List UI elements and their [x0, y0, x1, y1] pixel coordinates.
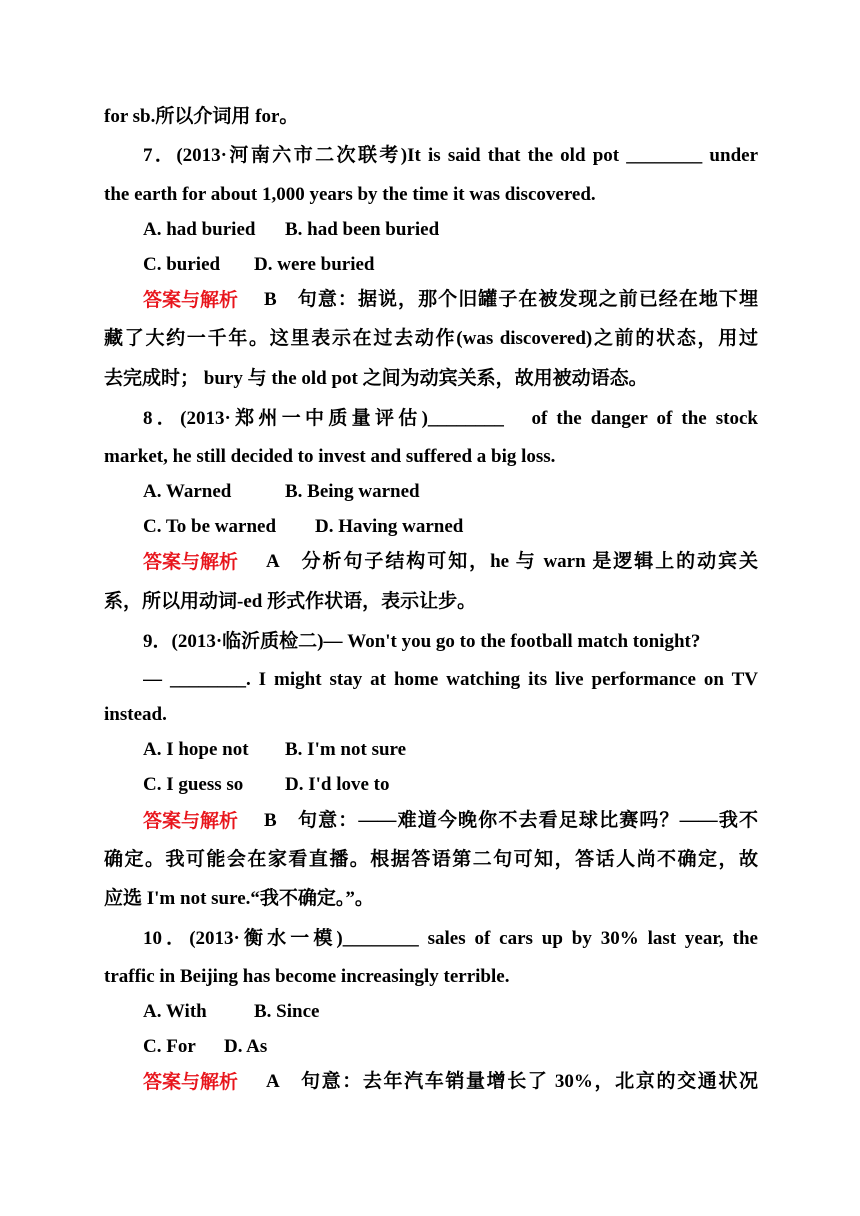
question-10-line-2: traffic in Beijing has become increasingly terrible. — [104, 966, 510, 987]
question-9-line-2: — ________. I might stay at home watching its live performance on TV — [143, 669, 758, 690]
question-7-answer-line-3: 去完成时； bury 与 the old pot 之间为动宾关系，故用被动语态。 — [104, 368, 648, 389]
question-7-line-2: the earth for about 1,000 years by the time it was discovered. — [104, 184, 596, 205]
question-9-option-a: A. I hope not — [143, 739, 249, 760]
question-9-answer-line-1: B 句意：——难道今晚你不去看足球比赛吗？——我不 — [264, 810, 758, 831]
question-7-answer-line-2: 藏了大约一千年。这里表示在过去动作(was discovered)之前的状态，用过 — [104, 328, 758, 349]
question-8-answer-line-2: 系，所以用动词-ed 形式作状语，表示让步。 — [104, 591, 477, 612]
question-9-option-c: C. I guess so — [143, 774, 244, 795]
question-7-option-b: B. had been buried — [285, 219, 440, 240]
question-9-line-1: 9．(2013·临沂质检二)— Won't you go to the football match tonight? — [143, 631, 701, 652]
question-8-answer-line-1: A 分析句子结构可知，he 与 warn 是逻辑上的动宾关 — [266, 551, 758, 572]
question-10-option-a: A. With — [143, 1001, 207, 1022]
question-10-answer-line-1: A 句意：去年汽车销量增长了 30%，北京的交通状况 — [266, 1071, 758, 1092]
previous-explanation-tail: for sb.所以介词用 for。 — [104, 106, 299, 127]
question-10-option-c: C. For — [143, 1036, 196, 1057]
question-7-option-c: C. buried — [143, 254, 221, 275]
question-10-option-b: B. Since — [254, 1001, 320, 1022]
question-8-option-b: B. Being warned — [285, 481, 420, 502]
question-7-answer-label: 答案与解析 — [143, 289, 239, 311]
question-8-option-c: C. To be warned — [143, 516, 277, 537]
question-9-answer-label: 答案与解析 — [143, 810, 239, 832]
question-9-option-b: B. I'm not sure — [285, 739, 407, 760]
question-8-option-a: A. Warned — [143, 481, 232, 502]
question-9-option-d: D. I'd love to — [285, 774, 390, 795]
question-8-option-d: D. Having warned — [315, 516, 464, 537]
question-9-answer-line-3: 应选 I'm not sure.“我不确定。”。 — [104, 888, 374, 909]
question-10-line-1: 10．(2013·衡水一模)________ sales of cars up by 30% last year, the — [143, 928, 758, 949]
question-7-answer-line-1: B 句意：据说，那个旧罐子在被发现之前已经在地下埋 — [264, 289, 758, 310]
question-8-line-1: 8．(2013·郑州一中质量评估)________ of the danger of the stock — [143, 408, 758, 429]
question-10-option-d: D. As — [224, 1036, 268, 1057]
question-7-option-a: A. had buried — [143, 219, 256, 240]
question-9-answer-line-2: 确定。我可能会在家看直播。根据答语第二句可知，答话人尚不确定，故 — [104, 849, 758, 870]
question-7-line-1: 7．(2013·河南六市二次联考)It is said that the old pot ________ under — [143, 145, 758, 166]
question-9-line-3: instead. — [104, 704, 167, 725]
question-10-answer-label: 答案与解析 — [143, 1071, 239, 1093]
question-8-answer-label: 答案与解析 — [143, 551, 239, 573]
question-8-line-2: market, he still decided to invest and suffered a big loss. — [104, 446, 556, 467]
question-7-option-d: D. were buried — [254, 254, 375, 275]
